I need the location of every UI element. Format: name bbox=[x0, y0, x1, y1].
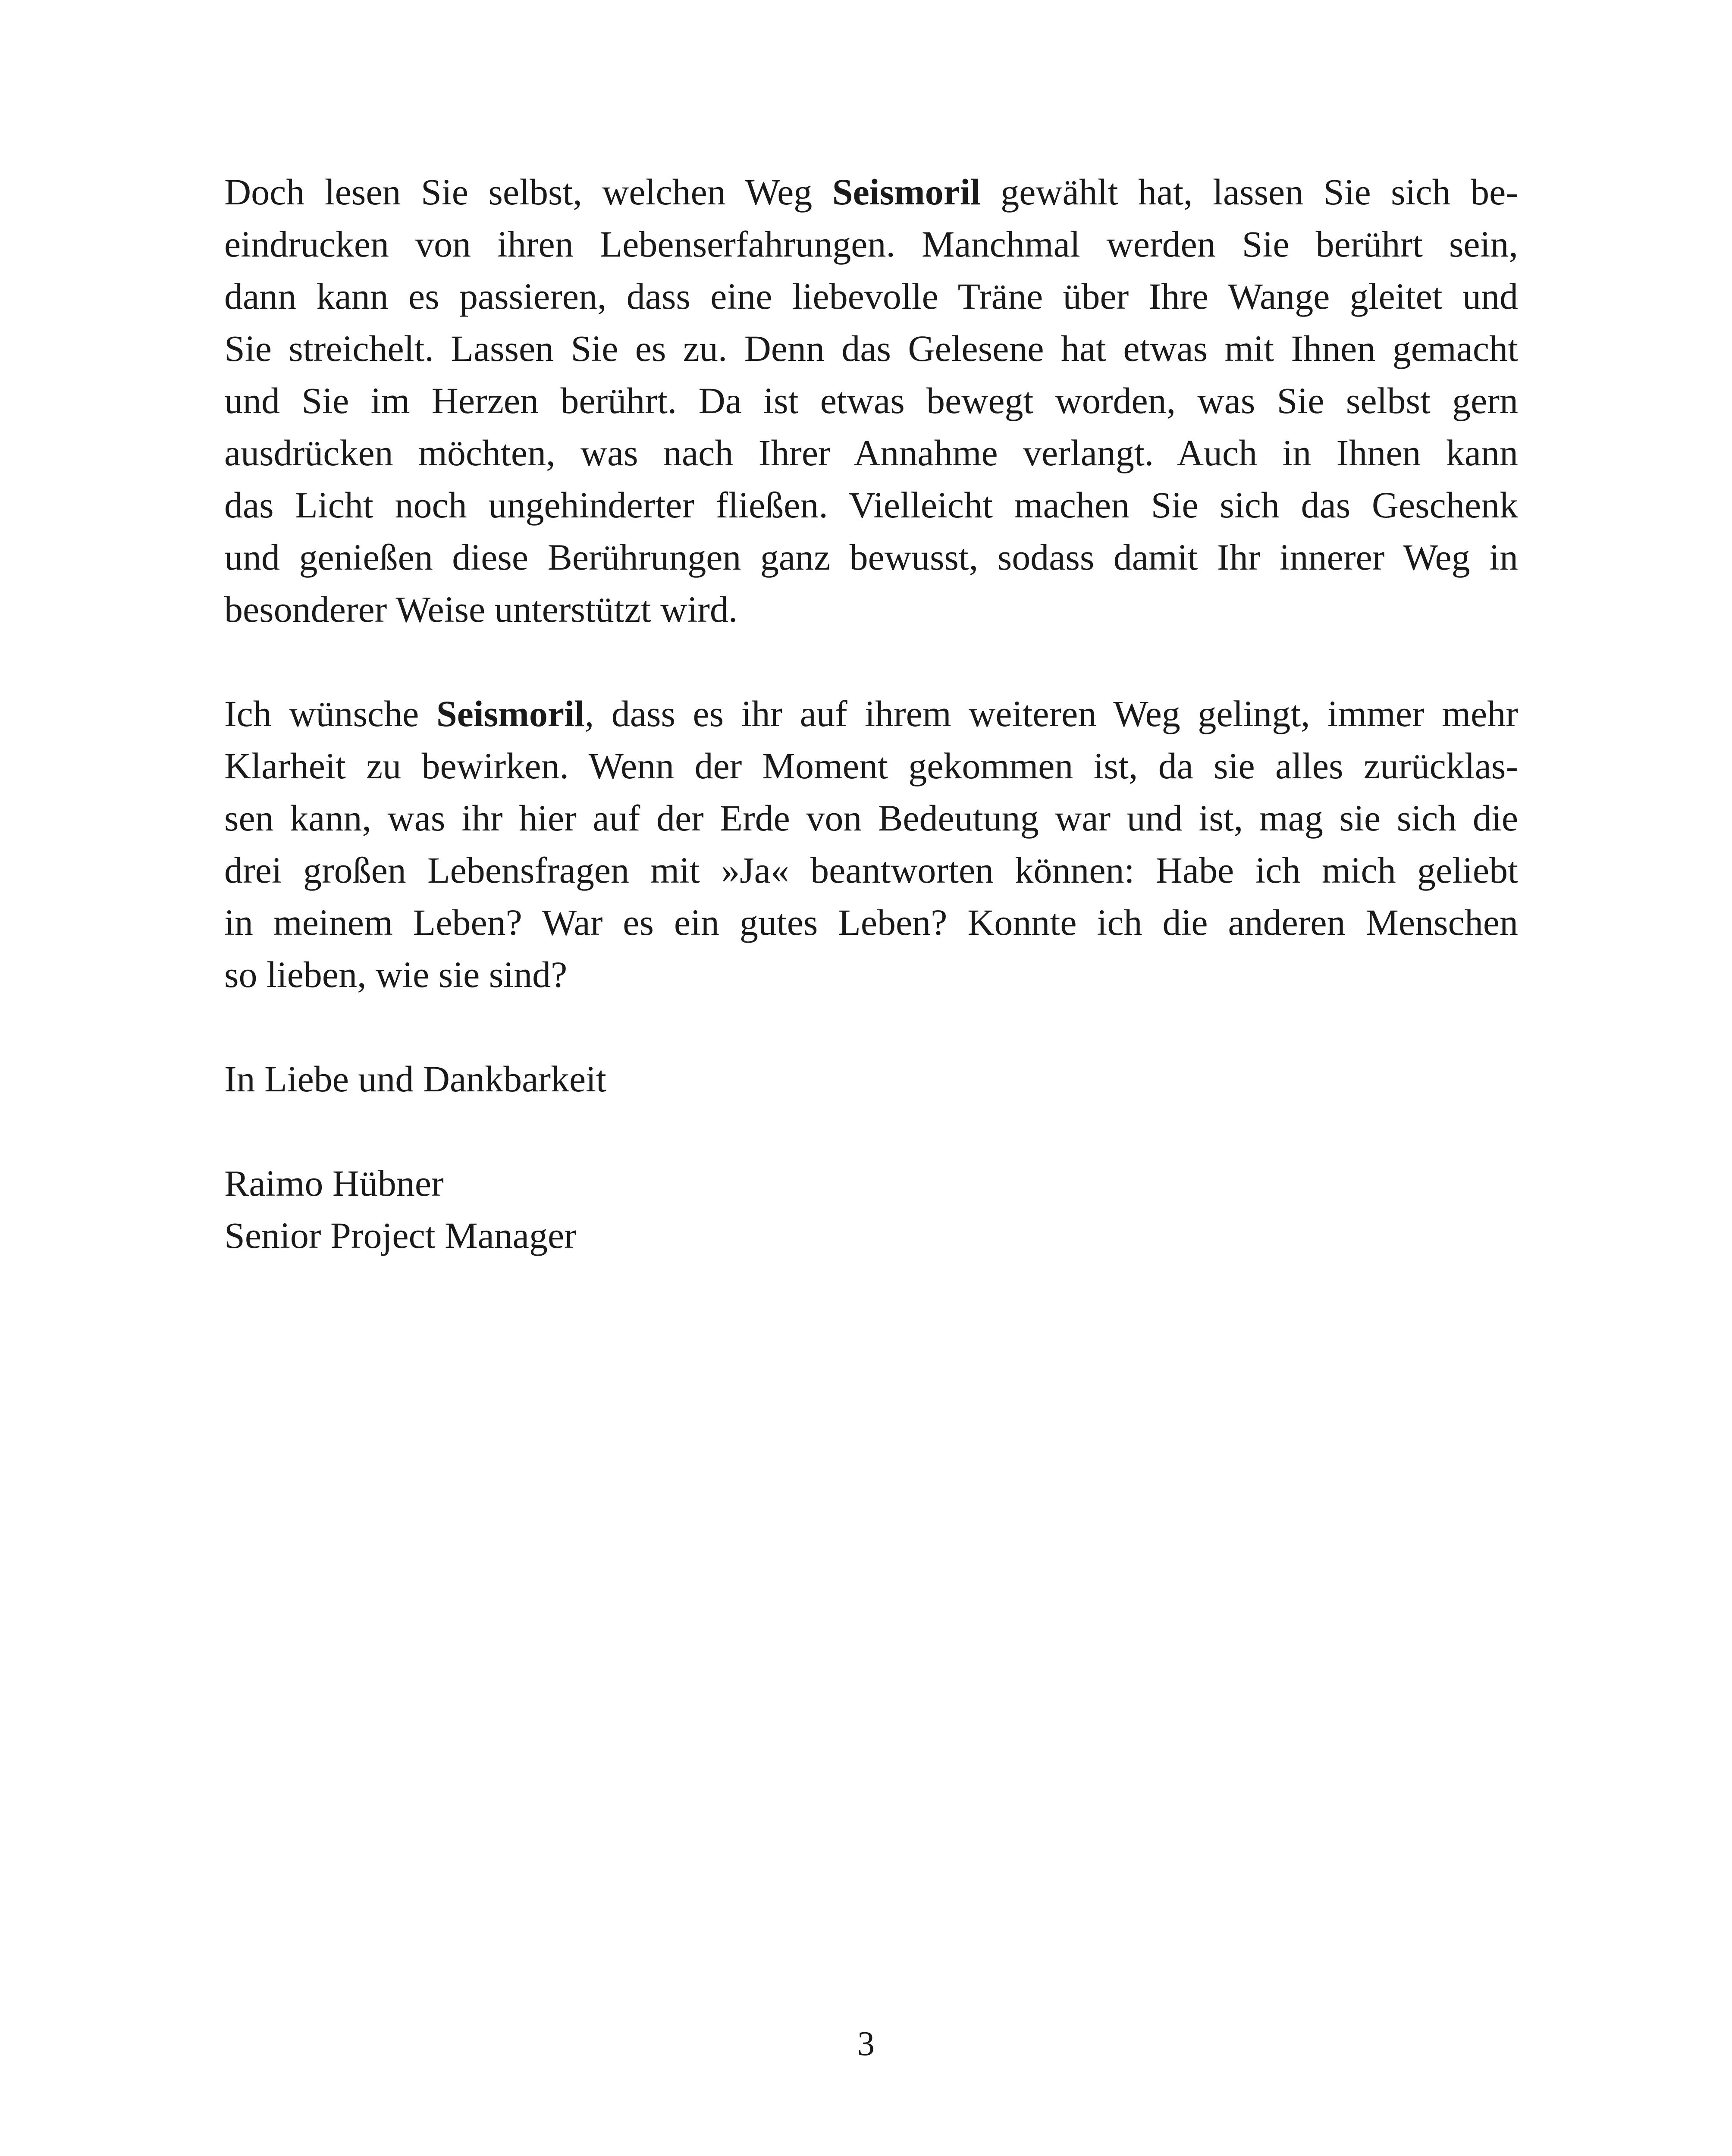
paragraph-2 bbox=[224, 688, 1518, 1001]
paragraph-1-line-1 bbox=[224, 166, 1518, 218]
signature-name: Raimo Hübner bbox=[224, 1163, 444, 1204]
paragraph-2-line-2: Klarheit zu bewirken. Wenn der Moment gekommen ist, da sie alles zurücklas- bbox=[224, 745, 1518, 787]
name-seismoril: Seismoril bbox=[436, 693, 585, 734]
paragraph-1-line-3: dann kann es passieren, dass eine liebevolle Träne über Ihre Wange gleitet und bbox=[224, 276, 1518, 317]
page-number: 3 bbox=[857, 2025, 875, 2063]
text-run: Doch lesen Sie selbst, welchen Weg bbox=[224, 171, 832, 213]
paragraph-1-line-7: das Licht noch ungehinderter fließen. Vielleicht machen Sie sich das Geschenk bbox=[224, 484, 1518, 526]
paragraph-1-line-5: und Sie im Herzen berührt. Da ist etwas bewegt worden, was Sie selbst gern bbox=[224, 380, 1518, 421]
paragraph-spacer bbox=[224, 636, 1518, 688]
paragraph-1-line-8: und genießen diese Berührungen ganz bewusst, sodass damit Ihr innerer Weg in bbox=[224, 536, 1518, 578]
paragraph-spacer bbox=[224, 1105, 1518, 1157]
text-run: Ich wünsche bbox=[224, 693, 436, 734]
signature-block bbox=[224, 1157, 1518, 1262]
text-run: , dass es ihr auf ihrem weiteren Weg gelingt, immer mehr bbox=[584, 693, 1518, 734]
paragraph-1 bbox=[224, 166, 1518, 636]
paragraph-1-line-6: ausdrücken möchten, was nach Ihrer Annahme verlangt. Auch in Ihnen kann bbox=[224, 432, 1518, 473]
paragraph-2-line-5: in meinem Leben? War es ein gutes Leben? Konnte ich die anderen Menschen bbox=[224, 902, 1518, 943]
paragraph-1-line-4: Sie streichelt. Lassen Sie es zu. Denn das Gelesene hat etwas mit Ihnen gemacht bbox=[224, 328, 1518, 369]
paragraph-2-line-4: drei großen Lebensfragen mit »Ja« beantworten können: Habe ich mich geliebt bbox=[224, 849, 1518, 891]
paragraph-1-line-9: besonderer Weise unterstützt wird. bbox=[224, 589, 738, 630]
paragraph-spacer bbox=[224, 1001, 1518, 1053]
signature-title: Senior Project Manager bbox=[224, 1215, 577, 1256]
text-run: gewählt hat, lassen Sie sich be- bbox=[980, 171, 1518, 213]
paragraph-1-line-2: eindrucken von ihren Lebenserfahrungen. Manchmal werden Sie berührt sein, bbox=[224, 223, 1518, 265]
closing-line: In Liebe und Dankbarkeit bbox=[224, 1058, 606, 1100]
paragraph-2-line-3: sen kann, was ihr hier auf der Erde von Bedeutung war und ist, mag sie sich die bbox=[224, 797, 1518, 839]
letter-body bbox=[224, 166, 1518, 1262]
paragraph-2-line-1 bbox=[224, 688, 1518, 740]
name-seismoril: Seismoril bbox=[832, 171, 981, 213]
paragraph-2-line-6: so lieben, wie sie sind? bbox=[224, 954, 568, 995]
